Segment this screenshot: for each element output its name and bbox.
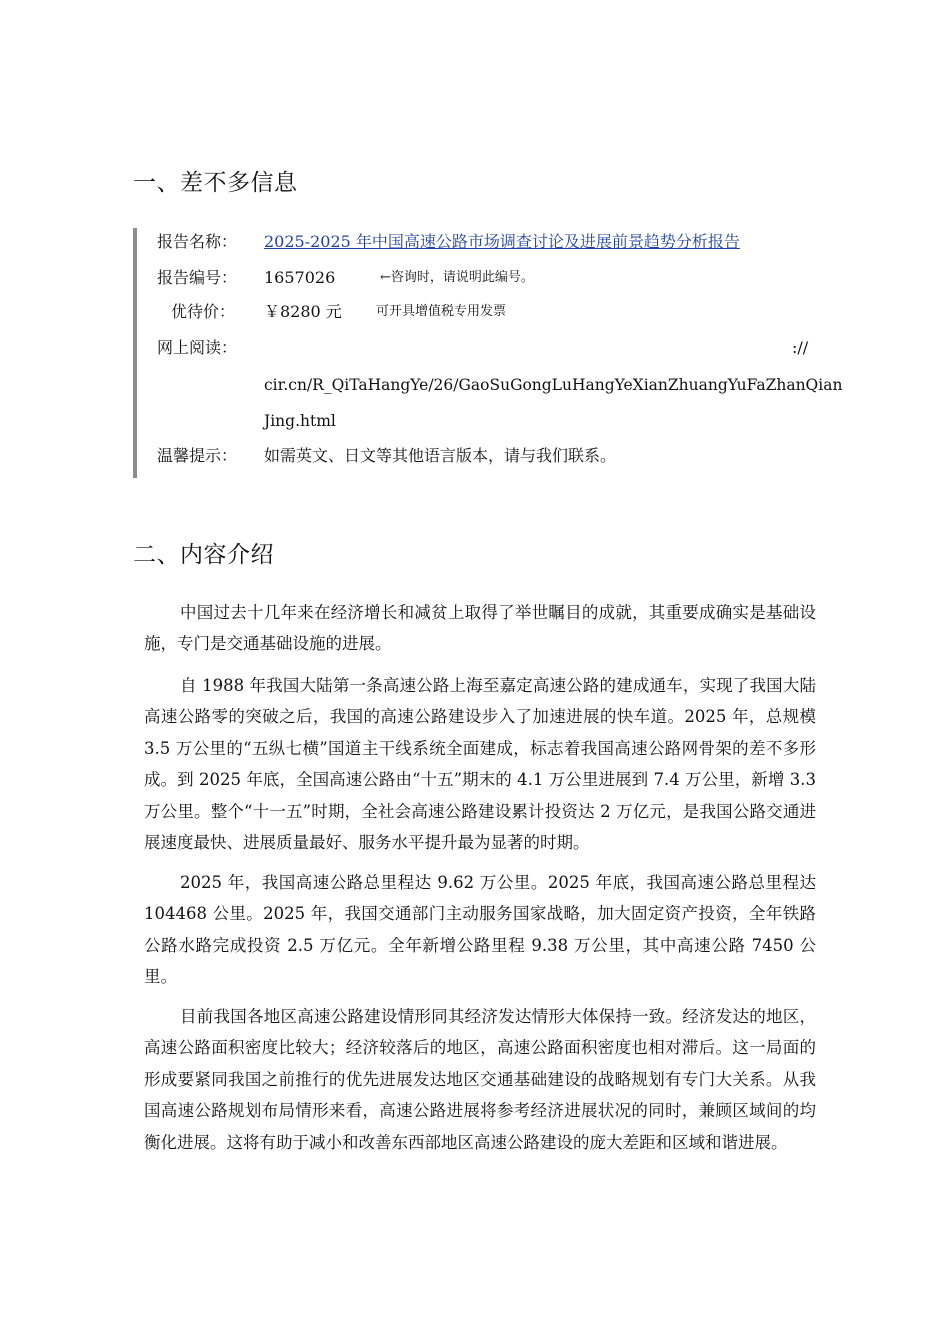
report-number-note (380, 268, 534, 288)
online-url-file[interactable]: Jing.html (264, 412, 336, 430)
report-number-value: 1657026 (264, 268, 336, 287)
price-value: ￥8280 元 (264, 302, 342, 321)
online-url-path[interactable]: cir.cn/R_QiTaHangYe/26/GaoSuGongLuHangYeXianZhuangYuFaZhanQian (264, 376, 843, 394)
intro-paragraph: 2025 年，我国高速公路总里程达 9.62 万公里。2025 年底，我国高速公路总里程达 104468 公里。2025 年，我国交通部门主动服务国家战略，加大固定资产投资，全年铁路公路水路完成投资 2.5 万亿元。全年新增公路里程 9.38 万公里，其中高速公路 7450 公里。 (144, 873, 816, 987)
report-info-box (133, 228, 843, 478)
report-name-link[interactable]: 2025-2025 年中国高速公路市场调查讨论及进展前景趋势分析报告 (264, 232, 740, 251)
report-name-label: 报告名称： (157, 232, 238, 251)
section-heading-basic-info: 一、差不多信息 (133, 170, 298, 196)
tip-value: 如需英文、日文等其他语言版本，请与我们联系。 (264, 446, 617, 465)
intro-paragraph: 自 1988 年我国大陆第一条高速公路上海至嘉定高速公路的建成通车，实现了我国大陆高速公路零的突破之后，我国的高速公路建设步入了加速进展的快车道。2025 年，总规模 3.5 万公里的“五纵七横”国道主干线系统全面建成，标志着我国高速公路网骨架的差不多形成。到 2025 年底，全国高速公路由“十五”期末的 4.1 万公里进展到 7.4 万公里，新增 3.3 万公里。整个“十一五”时期，全社会高速公路建设累计投资达 2 万亿元，是我国公路交通进展速度最快、进展质量最好、服务水平提升最为显著的时期。 (144, 676, 816, 853)
tip-label: 温馨提示： (157, 446, 238, 465)
intro-paragraph: 目前我国各地区高速公路建设情形同其经济发达情形大体保持一致。经济发达的地区，高速公路面积密度比较大；经济较落后的地区，高速公路面积密度也相对滞后。这一局面的形成要紧同我国之前推行的优先进展发达地区交通基础建设的战略规划有专门大关系。从我国高速公路规划布局情形来看，高速公路进展将参考经济进展状况的同时，兼顾区域间的均衡化进展。这将有助于减小和改善东西部地区高速公路建设的庞大差距和区域和谐进展。 (144, 1007, 816, 1152)
online-url-prefix[interactable]: :// (792, 338, 809, 357)
intro-paragraph: 中国过去十几年来在经济增长和减贫上取得了举世瞩目的成就，其重要成确实是基础设施，专门是交通基础设施的进展。 (144, 603, 816, 654)
report-number-note-text: 咨询时，请说明此编号。 (390, 270, 534, 285)
invoice-note: 可开具增值税专用发票 (376, 304, 507, 319)
report-number-label: 报告编号： (157, 268, 238, 287)
left-arrow-icon: ← (380, 270, 391, 285)
section-heading-content-intro: 二、内容介绍 (133, 542, 274, 568)
online-reading-label: 网上阅读： (157, 338, 238, 357)
price-label: 优待价： (170, 302, 235, 321)
